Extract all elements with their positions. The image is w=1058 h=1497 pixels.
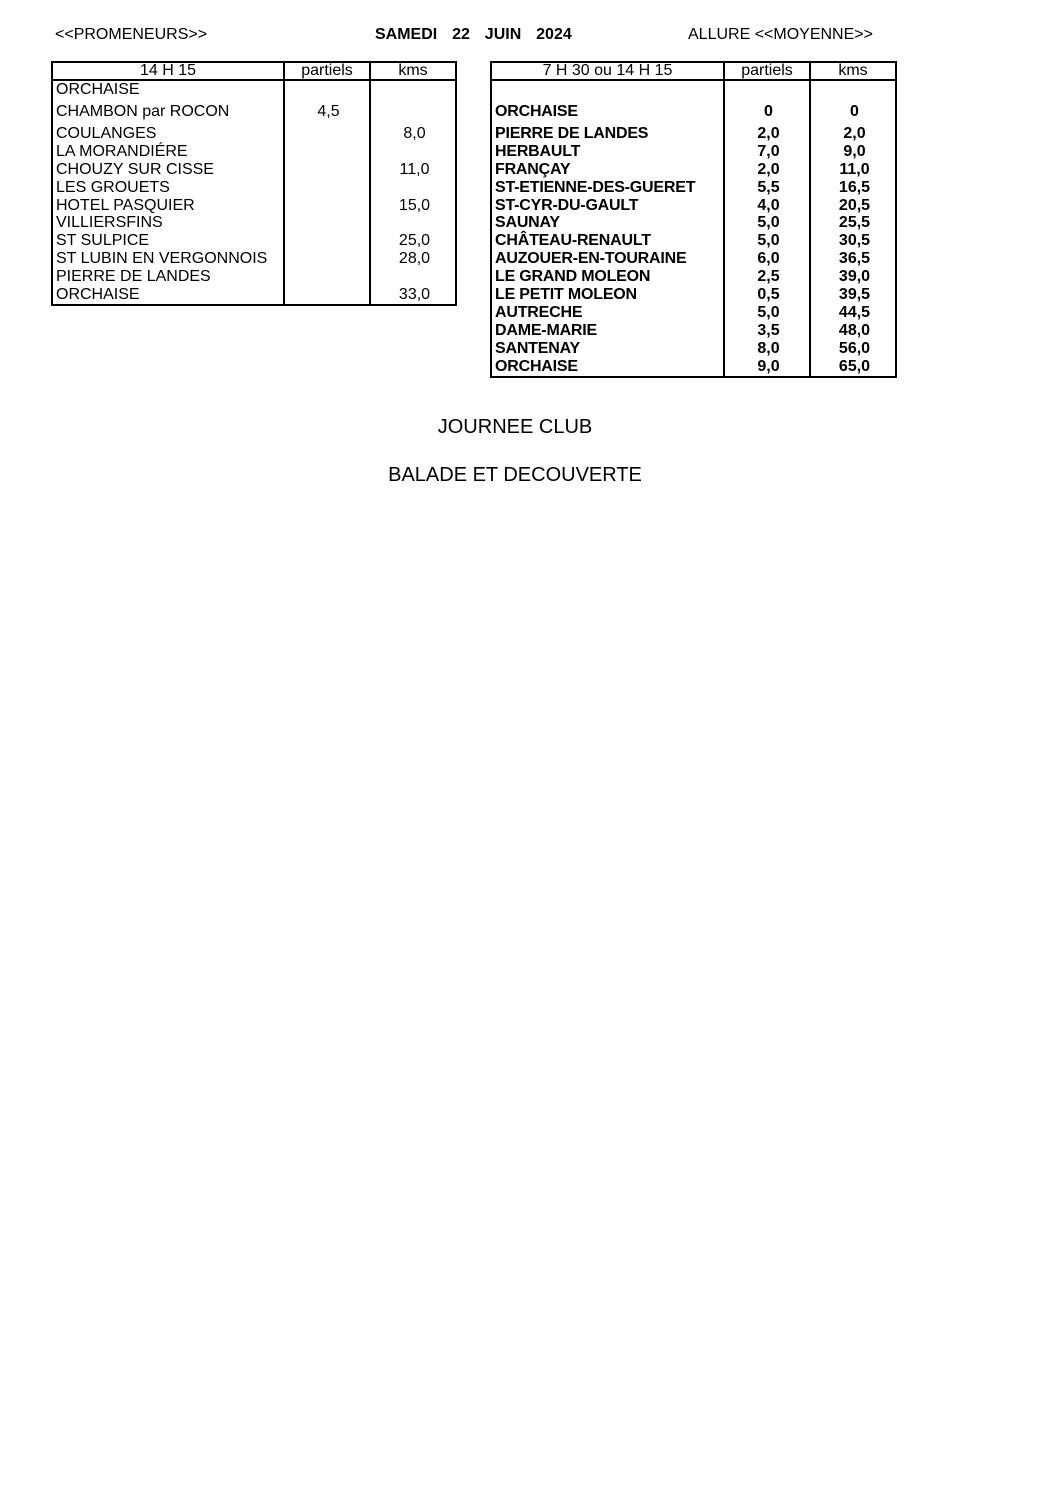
table-row: [491, 340, 896, 358]
cell-partiels: [284, 268, 370, 286]
cell-partiels: 5,5: [724, 179, 810, 197]
cell-partiels: [284, 80, 370, 99]
table-row: [491, 214, 896, 232]
cell-place: DAME-MARIE: [491, 322, 724, 340]
cell-place: PIERRE DE LANDES: [491, 125, 724, 143]
table-row: [52, 214, 456, 232]
cell-kms: 2,0: [810, 125, 896, 143]
cell-partiels: [724, 80, 810, 99]
cell-partiels: [284, 125, 370, 143]
cell-place: ORCHAISE: [52, 286, 284, 305]
cell-partiels: 6,0: [724, 250, 810, 268]
table-row: [52, 125, 456, 143]
table-header-row: [491, 62, 896, 80]
table-header-row: [52, 62, 456, 80]
cell-kms: 15,0: [370, 197, 456, 215]
cell-place: ST SULPICE: [52, 232, 284, 250]
cell-kms: 11,0: [810, 161, 896, 179]
cell-partiels: [284, 232, 370, 250]
cell-place: SAUNAY: [491, 214, 724, 232]
cell-place: COULANGES: [52, 125, 284, 143]
cell-partiels: [284, 161, 370, 179]
cell-place: LE GRAND MOLEON: [491, 268, 724, 286]
cell-place: CHOUZY SUR CISSE: [52, 161, 284, 179]
cell-kms: 33,0: [370, 286, 456, 305]
table-row: [491, 179, 896, 197]
cell-kms: 28,0: [370, 250, 456, 268]
header-date: SAMEDI 22 JUIN 2024: [375, 26, 572, 43]
cell-kms: 25,0: [370, 232, 456, 250]
cell-partiels: 5,0: [724, 214, 810, 232]
cell-kms: [370, 214, 456, 232]
cell-partiels: 7,0: [724, 143, 810, 161]
table-row: [491, 99, 896, 125]
cell-kms: 25,5: [810, 214, 896, 232]
table-row: [52, 179, 456, 197]
cell-kms: 36,5: [810, 250, 896, 268]
cell-kms: 39,0: [810, 268, 896, 286]
cell-place: ST-CYR-DU-GAULT: [491, 197, 724, 215]
footer-subtitle: BALADE ET DECOUVERTE: [388, 464, 642, 486]
cell-place: AUZOUER-EN-TOURAINE: [491, 250, 724, 268]
cell-partiels: [284, 143, 370, 161]
cell-kms: 30,5: [810, 232, 896, 250]
cell-kms: [370, 99, 456, 125]
cell-partiels: 0: [724, 99, 810, 125]
cell-place: LE PETIT MOLEON: [491, 286, 724, 304]
cell-place: SANTENAY: [491, 340, 724, 358]
cell-partiels: 4,0: [724, 197, 810, 215]
cell-partiels: 9,0: [724, 358, 810, 377]
cell-kms: [370, 179, 456, 197]
cell-kms: 39,5: [810, 286, 896, 304]
cell-partiels: 2,0: [724, 161, 810, 179]
column-header-partiels: partiels: [724, 62, 810, 80]
cell-kms: 0: [810, 99, 896, 125]
cell-kms: 56,0: [810, 340, 896, 358]
table-row: [52, 80, 456, 99]
cell-kms: [370, 80, 456, 99]
cell-place: HOTEL PASQUIER: [52, 197, 284, 215]
cell-place: FRANÇAY: [491, 161, 724, 179]
table-row: [52, 143, 456, 161]
table-row: [491, 286, 896, 304]
table-row: [491, 80, 896, 99]
cell-partiels: 5,0: [724, 232, 810, 250]
cell-partiels: 4,5: [284, 99, 370, 125]
cell-partiels: [284, 286, 370, 305]
cell-place: ORCHAISE: [491, 358, 724, 377]
table-row: [52, 161, 456, 179]
cell-kms: 20,5: [810, 197, 896, 215]
cell-place: LA MORANDIÉRE: [52, 143, 284, 161]
cell-place: ST LUBIN EN VERGONNOIS: [52, 250, 284, 268]
cell-kms: 65,0: [810, 358, 896, 377]
column-header-kms: kms: [810, 62, 896, 80]
column-header-time: 14 H 15: [52, 62, 284, 80]
cell-kms: [370, 268, 456, 286]
table-row: [52, 232, 456, 250]
cell-kms: 11,0: [370, 161, 456, 179]
cell-place: LES GROUETS: [52, 179, 284, 197]
column-header-kms: kms: [370, 62, 456, 80]
cell-partiels: [284, 179, 370, 197]
cell-partiels: 8,0: [724, 340, 810, 358]
cell-kms: [370, 143, 456, 161]
cell-place: CHÂTEAU-RENAULT: [491, 232, 724, 250]
cell-partiels: 2,0: [724, 125, 810, 143]
table-row: [52, 268, 456, 286]
table-row: [491, 197, 896, 215]
header-left-title: <<PROMENEURS>>: [55, 26, 208, 43]
header-right-title: ALLURE <<MOYENNE>>: [688, 26, 873, 43]
cell-kms: 48,0: [810, 322, 896, 340]
table-row: [52, 197, 456, 215]
cell-kms: 8,0: [370, 125, 456, 143]
cell-place: VILLIERSFINS: [52, 214, 284, 232]
cell-place: CHAMBON par ROCON: [52, 99, 284, 125]
table-row: [491, 358, 896, 377]
cell-place: ORCHAISE: [52, 80, 284, 99]
column-header-partiels: partiels: [284, 62, 370, 80]
cell-partiels: [284, 197, 370, 215]
cell-place: [491, 80, 724, 99]
cell-partiels: 3,5: [724, 322, 810, 340]
cell-partiels: 0,5: [724, 286, 810, 304]
cell-place: HERBAULT: [491, 143, 724, 161]
cell-place: ORCHAISE: [491, 99, 724, 125]
cell-place: ST-ETIENNE-DES-GUERET: [491, 179, 724, 197]
cell-place: PIERRE DE LANDES: [52, 268, 284, 286]
table-row: [52, 250, 456, 268]
cell-kms: 44,5: [810, 304, 896, 322]
table-row: [52, 99, 456, 125]
cell-partiels: 2,5: [724, 268, 810, 286]
table-row: [491, 322, 896, 340]
table-row: [491, 161, 896, 179]
table-row: [491, 232, 896, 250]
cell-place: AUTRECHE: [491, 304, 724, 322]
table-row: [491, 143, 896, 161]
cell-kms: [810, 80, 896, 99]
footer-title: JOURNEE CLUB: [437, 416, 593, 438]
table-row: [491, 125, 896, 143]
cell-kms: 16,5: [810, 179, 896, 197]
cell-kms: 9,0: [810, 143, 896, 161]
table-row: [491, 250, 896, 268]
moyenne-route-table: [490, 61, 897, 378]
table-row: [52, 286, 456, 305]
column-header-time: 7 H 30 ou 14 H 15: [491, 62, 724, 80]
table-row: [491, 304, 896, 322]
cell-partiels: [284, 250, 370, 268]
cell-partiels: 5,0: [724, 304, 810, 322]
cell-partiels: [284, 214, 370, 232]
promeneurs-route-table: [51, 61, 457, 306]
table-row: [491, 268, 896, 286]
